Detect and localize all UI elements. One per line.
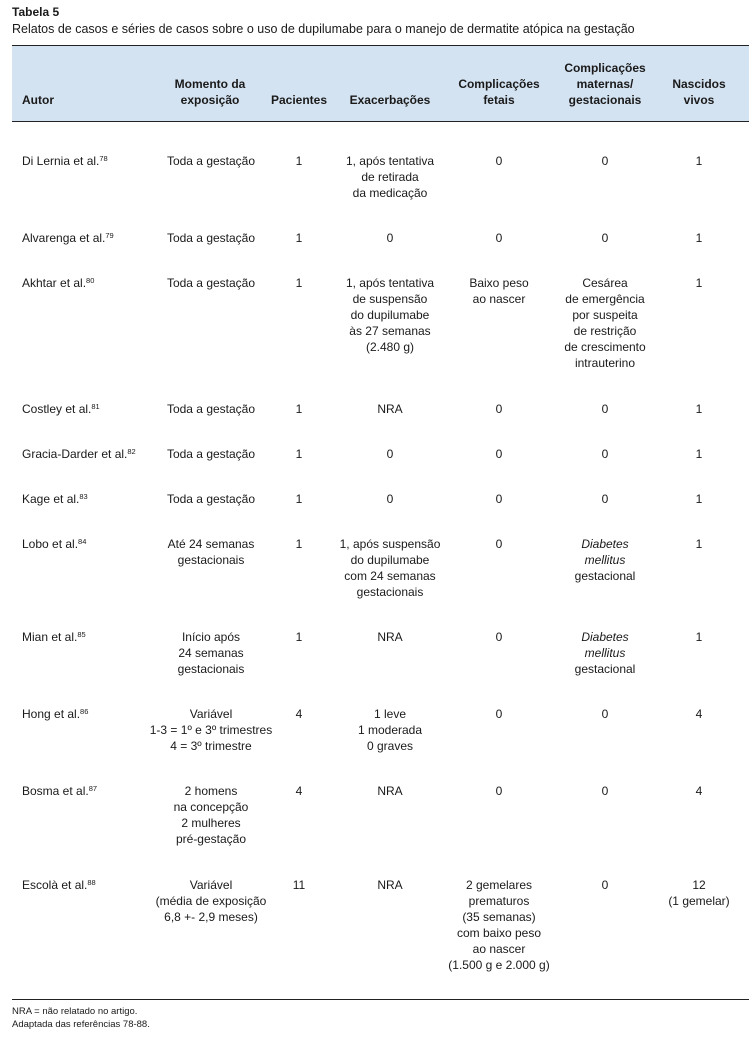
cell-exacerbacoes: 0 (386, 231, 394, 245)
cell-autor (22, 230, 114, 246)
author-name: Gracia-Darder et al. (22, 447, 128, 461)
cell-exacerbacoes: NRA (377, 402, 403, 416)
cell-complicacoes-maternas: 0 (601, 878, 609, 892)
reference-number: 85 (77, 630, 86, 639)
cell-exacerbacoes: 1 leve 1 moderada 0 graves (357, 707, 423, 753)
cell-exacerbacoes: 1, após tentativa de retirada da medicação (345, 154, 435, 200)
cell-pacientes: 1 (295, 276, 303, 290)
table-description: Relatos de casos e séries de casos sobre o uso de dupilumabe para o manejo de dermatite atópica na gestação (12, 22, 635, 36)
cell-nascidos-vivos: 1 (695, 537, 703, 551)
cell-pacientes: 1 (295, 630, 303, 644)
reference-number: 78 (99, 154, 108, 163)
cell-autor (22, 401, 100, 417)
header-complicacoes-fetais: Complicações fetais (458, 77, 540, 107)
cell-autor (22, 536, 86, 552)
cell-complicacoes-maternas: 0 (601, 784, 609, 798)
cell-autor (22, 153, 108, 169)
cell-complicacoes-maternas: Diabetes mellitus gestacional (574, 537, 636, 583)
cell-complicacoes-fetais: 0 (495, 630, 503, 644)
author-name: Lobo et al. (22, 537, 79, 551)
table-header (12, 46, 749, 122)
cell-exacerbacoes: NRA (377, 878, 403, 892)
cell-pacientes: 1 (295, 537, 303, 551)
reference-number: 83 (79, 492, 88, 501)
cell-nascidos-vivos: 4 (695, 784, 703, 798)
cell-complicacoes-maternas: 0 (601, 492, 609, 506)
cell-complicacoes-fetais: 0 (495, 402, 503, 416)
cell-complicacoes-fetais: 2 gemelares prematuros (35 semanas) com baixo peso ao nascer (1.500 g e 2.000 g) (448, 878, 550, 972)
reference-number: 84 (78, 537, 87, 546)
cell-momento: Toda a gestação (166, 492, 256, 506)
cell-pacientes: 1 (295, 154, 303, 168)
cell-exacerbacoes: 0 (386, 492, 394, 506)
header-complicacoes-maternas: Complicações maternas/ gestacionais (564, 61, 646, 107)
header-momento: Momento da exposição (174, 77, 246, 107)
cell-nascidos-vivos: 1 (695, 231, 703, 245)
author-name: Alvarenga et al. (22, 231, 106, 245)
cell-pacientes: 4 (295, 784, 303, 798)
table-bottom-rule (12, 999, 749, 1000)
footnote-nra: NRA = não relatado no artigo. (12, 1006, 138, 1017)
cell-complicacoes-fetais: 0 (495, 154, 503, 168)
cell-complicacoes-maternas: 0 (601, 231, 609, 245)
cell-momento: Toda a gestação (166, 231, 256, 245)
cell-pacientes: 4 (295, 707, 303, 721)
cell-exacerbacoes: NRA (377, 784, 403, 798)
table-title: Tabela 5 (12, 5, 60, 19)
cell-complicacoes-fetais: 0 (495, 492, 503, 506)
cell-complicacoes-maternas: Cesárea de emergência por suspeita de restrição de crescimento intrauterino (564, 276, 646, 370)
cell-autor (22, 275, 94, 291)
cell-momento: Início após 24 semanas gestacionais (177, 630, 245, 676)
cell-complicacoes-fetais: 0 (495, 784, 503, 798)
cell-pacientes: 1 (295, 447, 303, 461)
cell-autor (22, 491, 88, 507)
reference-number: 82 (127, 447, 136, 456)
cell-complicacoes-fetais: Baixo peso ao nascer (469, 276, 529, 306)
cell-exacerbacoes: NRA (377, 630, 403, 644)
cell-nascidos-vivos: 1 (695, 630, 703, 644)
cell-nascidos-vivos: 1 (695, 492, 703, 506)
cell-pacientes: 1 (295, 231, 303, 245)
author-name: Mian et al. (22, 630, 78, 644)
cell-exacerbacoes: 0 (386, 447, 394, 461)
cell-nascidos-vivos: 1 (695, 276, 703, 290)
cell-momento: Toda a gestação (166, 402, 256, 416)
cell-momento: Variável (média de exposição 6,8 +- 2,9 meses) (155, 878, 267, 924)
cell-complicacoes-maternas: Diabetes mellitus gestacional (574, 630, 636, 676)
header-exacerbacoes: Exacerbações (349, 93, 431, 107)
header-autor: Autor (22, 93, 54, 107)
cell-complicacoes-maternas: 0 (601, 154, 609, 168)
cell-complicacoes-maternas: 0 (601, 707, 609, 721)
cell-momento: Até 24 semanas gestacionais (167, 537, 255, 567)
reference-number: 88 (87, 878, 96, 887)
cell-nascidos-vivos: 4 (695, 707, 703, 721)
cell-pacientes: 1 (295, 492, 303, 506)
cell-exacerbacoes: 1, após suspensão do dupilumabe com 24 semanas gestacionais (339, 537, 441, 599)
cell-nascidos-vivos: 12 (1 gemelar) (668, 878, 730, 908)
author-name: Kage et al. (22, 492, 80, 506)
reference-number: 80 (86, 276, 95, 285)
cell-momento: Toda a gestação (166, 447, 256, 461)
header-nascidos-vivos: Nascidos vivos (672, 77, 726, 107)
reference-number: 81 (91, 402, 100, 411)
reference-number: 87 (88, 784, 98, 793)
cell-autor (22, 783, 97, 799)
cell-momento: 2 homens na concepção 2 mulheres pré-gestação (173, 784, 249, 846)
cell-autor (22, 446, 136, 462)
author-name: Escolà et al. (22, 878, 88, 892)
cell-momento: Variável 1-3 = 1º e 3º trimestres 4 = 3º trimestre (149, 707, 273, 753)
footnote-source: Adaptada das referências 78-88. (12, 1019, 150, 1030)
cell-momento: Toda a gestação (166, 276, 256, 290)
author-name: Costley et al. (22, 402, 92, 416)
cell-autor (22, 877, 96, 893)
cell-nascidos-vivos: 1 (695, 154, 703, 168)
header-pacientes: Pacientes (270, 93, 328, 107)
cell-pacientes: 11 (292, 878, 306, 892)
table-caption (12, 5, 748, 38)
cell-nascidos-vivos: 1 (695, 447, 703, 461)
cell-pacientes: 1 (295, 402, 303, 416)
cell-exacerbacoes: 1, após tentativa de suspensão do dupilumabe às 27 semanas (2.480 g) (345, 276, 435, 354)
author-name: Akhtar et al. (22, 276, 87, 290)
reference-number: 79 (105, 231, 114, 240)
author-name: Di Lernia et al. (22, 154, 100, 168)
cell-autor (22, 629, 86, 645)
author-name: Bosma et al. (22, 784, 89, 798)
reference-number: 86 (80, 707, 89, 716)
cell-complicacoes-fetais: 0 (495, 537, 503, 551)
cell-complicacoes-fetais: 0 (495, 447, 503, 461)
author-name: Hong et al. (22, 707, 81, 721)
cell-complicacoes-fetais: 0 (495, 231, 503, 245)
cell-complicacoes-maternas: 0 (601, 447, 609, 461)
cell-autor (22, 706, 88, 722)
cell-nascidos-vivos: 1 (695, 402, 703, 416)
cell-complicacoes-fetais: 0 (495, 707, 503, 721)
cell-complicacoes-maternas: 0 (601, 402, 609, 416)
cell-momento: Toda a gestação (166, 154, 256, 168)
